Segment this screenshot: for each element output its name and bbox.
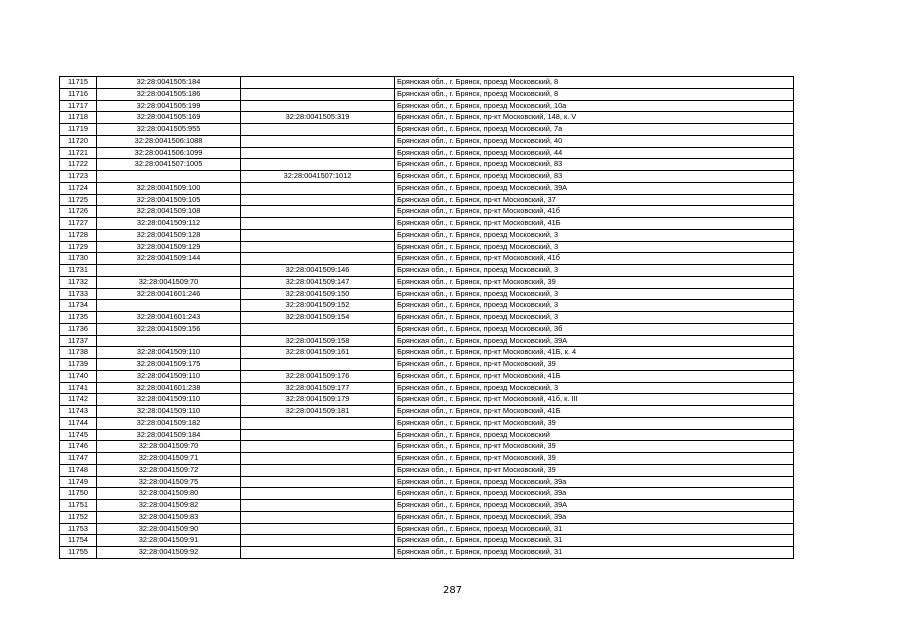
related-cadastral-number-cell	[241, 464, 395, 476]
address-cell: Брянская обл., г. Брянск, проезд Московский, 39А	[395, 182, 794, 194]
related-cadastral-number-cell	[241, 359, 395, 371]
related-cadastral-number-cell	[241, 218, 395, 230]
related-cadastral-number-cell	[241, 441, 395, 453]
address-cell: Брянская обл., г. Брянск, пр-кт Московский, 41Б	[395, 406, 794, 418]
row-number-cell: 11754	[60, 535, 97, 547]
related-cadastral-number-cell: 32:28:0041509:146	[241, 265, 395, 277]
row-number-cell: 11741	[60, 382, 97, 394]
cadastral-number-cell	[97, 265, 241, 277]
table-row	[60, 429, 794, 441]
related-cadastral-number-cell	[241, 88, 395, 100]
table-row	[60, 359, 794, 371]
table-row	[60, 171, 794, 183]
row-number-cell: 11731	[60, 265, 97, 277]
table-row	[60, 370, 794, 382]
page-number: 287	[442, 585, 463, 596]
table-row	[60, 488, 794, 500]
address-cell: Брянская обл., г. Брянск, проезд Московский, 39А	[395, 500, 794, 512]
table-row	[60, 100, 794, 112]
table-row	[60, 347, 794, 359]
cadastral-number-cell: 32:28:0041505:186	[97, 88, 241, 100]
table-row	[60, 229, 794, 241]
related-cadastral-number-cell	[241, 511, 395, 523]
cadastral-number-cell: 32:28:0041509:83	[97, 511, 241, 523]
row-number-cell: 11724	[60, 182, 97, 194]
address-cell: Брянская обл., г. Брянск, проезд Московский, 3	[395, 288, 794, 300]
related-cadastral-number-cell: 32:28:0041509:150	[241, 288, 395, 300]
cadastral-number-cell: 32:28:0041509:80	[97, 488, 241, 500]
related-cadastral-number-cell: 32:28:0041505:319	[241, 112, 395, 124]
table-row	[60, 476, 794, 488]
table-row	[60, 206, 794, 218]
address-cell: Брянская обл., г. Брянск, проезд Московский, 40	[395, 135, 794, 147]
related-cadastral-number-cell	[241, 429, 395, 441]
registry-table	[59, 76, 794, 559]
table-row	[60, 265, 794, 277]
row-number-cell: 11716	[60, 88, 97, 100]
row-number-cell: 11727	[60, 218, 97, 230]
related-cadastral-number-cell: 32:28:0041509:154	[241, 312, 395, 324]
row-number-cell: 11738	[60, 347, 97, 359]
table-row	[60, 276, 794, 288]
address-cell: Брянская обл., г. Брянск, проезд Московский, 3б	[395, 323, 794, 335]
related-cadastral-number-cell	[241, 147, 395, 159]
address-cell: Брянская обл., г. Брянск, пр-кт Московский, 41б	[395, 253, 794, 265]
row-number-cell: 11752	[60, 511, 97, 523]
related-cadastral-number-cell	[241, 535, 395, 547]
row-number-cell: 11748	[60, 464, 97, 476]
related-cadastral-number-cell	[241, 547, 395, 559]
cadastral-number-cell: 32:28:0041509:82	[97, 500, 241, 512]
cadastral-number-cell: 32:28:0041506:1099	[97, 147, 241, 159]
cadastral-number-cell: 32:28:0041601:238	[97, 382, 241, 394]
table-row	[60, 112, 794, 124]
related-cadastral-number-cell: 32:28:0041509:181	[241, 406, 395, 418]
table-row	[60, 535, 794, 547]
table-row	[60, 300, 794, 312]
table-row	[60, 323, 794, 335]
row-number-cell: 11715	[60, 77, 97, 89]
cadastral-number-cell: 32:28:0041509:70	[97, 441, 241, 453]
address-cell: Брянская обл., г. Брянск, проезд Московский, 39а	[395, 476, 794, 488]
related-cadastral-number-cell	[241, 488, 395, 500]
table-row	[60, 124, 794, 136]
row-number-cell: 11742	[60, 394, 97, 406]
table-row	[60, 382, 794, 394]
table-row	[60, 241, 794, 253]
row-number-cell: 11737	[60, 335, 97, 347]
table-row	[60, 453, 794, 465]
table-row	[60, 218, 794, 230]
table-row	[60, 547, 794, 559]
row-number-cell: 11740	[60, 370, 97, 382]
related-cadastral-number-cell	[241, 500, 395, 512]
table-row	[60, 288, 794, 300]
row-number-cell: 11729	[60, 241, 97, 253]
address-cell: Брянская обл., г. Брянск, пр-кт Московский, 39	[395, 276, 794, 288]
cadastral-number-cell: 32:28:0041601:243	[97, 312, 241, 324]
row-number-cell: 11743	[60, 406, 97, 418]
row-number-cell: 11718	[60, 112, 97, 124]
address-cell: Брянская обл., г. Брянск, проезд Московский, 3	[395, 300, 794, 312]
related-cadastral-number-cell: 32:28:0041507:1012	[241, 171, 395, 183]
row-number-cell: 11728	[60, 229, 97, 241]
address-cell: Брянская обл., г. Брянск, пр-кт Московский, 148, к. V	[395, 112, 794, 124]
related-cadastral-number-cell	[241, 323, 395, 335]
related-cadastral-number-cell	[241, 453, 395, 465]
cadastral-number-cell: 32:28:0041509:108	[97, 206, 241, 218]
table-row	[60, 253, 794, 265]
address-cell: Брянская обл., г. Брянск, пр-кт Московский, 41б	[395, 206, 794, 218]
row-number-cell: 11721	[60, 147, 97, 159]
cadastral-number-cell: 32:28:0041509:110	[97, 347, 241, 359]
cadastral-number-cell: 32:28:0041505:199	[97, 100, 241, 112]
related-cadastral-number-cell	[241, 476, 395, 488]
row-number-cell: 11751	[60, 500, 97, 512]
cadastral-number-cell: 32:28:0041509:92	[97, 547, 241, 559]
address-cell: Брянская обл., г. Брянск, пр-кт Московский, 39	[395, 464, 794, 476]
row-number-cell: 11720	[60, 135, 97, 147]
cadastral-number-cell: 32:28:0041509:71	[97, 453, 241, 465]
related-cadastral-number-cell	[241, 159, 395, 171]
address-cell: Брянская обл., г. Брянск, проезд Московский, 3	[395, 229, 794, 241]
address-cell: Брянская обл., г. Брянск, проезд Московский, 3	[395, 265, 794, 277]
address-cell: Брянская обл., г. Брянск, пр-кт Московский, 41б, к. III	[395, 394, 794, 406]
row-number-cell: 11734	[60, 300, 97, 312]
related-cadastral-number-cell	[241, 241, 395, 253]
table-row	[60, 523, 794, 535]
cadastral-number-cell: 32:28:0041509:129	[97, 241, 241, 253]
related-cadastral-number-cell	[241, 253, 395, 265]
cadastral-number-cell: 32:28:0041509:72	[97, 464, 241, 476]
table-row	[60, 147, 794, 159]
cadastral-number-cell: 32:28:0041509:175	[97, 359, 241, 371]
cadastral-number-cell: 32:28:0041505:169	[97, 112, 241, 124]
address-cell: Брянская обл., г. Брянск, проезд Московский, 8	[395, 77, 794, 89]
address-cell: Брянская обл., г. Брянск, проезд Московский, 83	[395, 159, 794, 171]
related-cadastral-number-cell: 32:28:0041509:176	[241, 370, 395, 382]
address-cell: Брянская обл., г. Брянск, проезд Московский, 8	[395, 88, 794, 100]
related-cadastral-number-cell: 32:28:0041509:177	[241, 382, 395, 394]
cadastral-number-cell: 32:28:0041601:246	[97, 288, 241, 300]
table-row	[60, 77, 794, 89]
cadastral-number-cell: 32:28:0041505:955	[97, 124, 241, 136]
address-cell: Брянская обл., г. Брянск, проезд Московский, 39А	[395, 335, 794, 347]
cadastral-number-cell: 32:28:0041509:70	[97, 276, 241, 288]
table-row	[60, 511, 794, 523]
address-cell: Брянская обл., г. Брянск, проезд Московский, 7а	[395, 124, 794, 136]
table-row	[60, 335, 794, 347]
address-cell: Брянская обл., г. Брянск, проезд Московский, 39а	[395, 488, 794, 500]
row-number-cell: 11722	[60, 159, 97, 171]
row-number-cell: 11735	[60, 312, 97, 324]
related-cadastral-number-cell	[241, 182, 395, 194]
row-number-cell: 11723	[60, 171, 97, 183]
address-cell: Брянская обл., г. Брянск, проезд Московский, 39а	[395, 511, 794, 523]
related-cadastral-number-cell: 32:28:0041509:147	[241, 276, 395, 288]
table-row	[60, 88, 794, 100]
cadastral-number-cell: 32:28:0041507:1005	[97, 159, 241, 171]
table-row	[60, 394, 794, 406]
cadastral-number-cell: 32:28:0041509:90	[97, 523, 241, 535]
cadastral-number-cell: 32:28:0041509:128	[97, 229, 241, 241]
cadastral-number-cell: 32:28:0041509:144	[97, 253, 241, 265]
row-number-cell: 11753	[60, 523, 97, 535]
row-number-cell: 11746	[60, 441, 97, 453]
address-cell: Брянская обл., г. Брянск, пр-кт Московский, 39	[395, 441, 794, 453]
address-cell: Брянская обл., г. Брянск, пр-кт Московский, 41Б	[395, 370, 794, 382]
row-number-cell: 11733	[60, 288, 97, 300]
address-cell: Брянская обл., г. Брянск, пр-кт Московский, 41Б, к. 4	[395, 347, 794, 359]
cadastral-number-cell: 32:28:0041509:91	[97, 535, 241, 547]
cadastral-number-cell: 32:28:0041506:1088	[97, 135, 241, 147]
address-cell: Брянская обл., г. Брянск, пр-кт Московский, 39	[395, 453, 794, 465]
address-cell: Брянская обл., г. Брянск, пр-кт Московский, 39	[395, 417, 794, 429]
row-number-cell: 11717	[60, 100, 97, 112]
row-number-cell: 11750	[60, 488, 97, 500]
row-number-cell: 11732	[60, 276, 97, 288]
address-cell: Брянская обл., г. Брянск, проезд Московский, 31	[395, 523, 794, 535]
address-cell: Брянская обл., г. Брянск, проезд Московский, 3	[395, 312, 794, 324]
address-cell: Брянская обл., г. Брянск, проезд Московский, 44	[395, 147, 794, 159]
table-row	[60, 500, 794, 512]
cadastral-number-cell: 32:28:0041509:110	[97, 370, 241, 382]
related-cadastral-number-cell: 32:28:0041509:179	[241, 394, 395, 406]
related-cadastral-number-cell	[241, 206, 395, 218]
table-row	[60, 159, 794, 171]
table-row	[60, 194, 794, 206]
address-cell: Брянская обл., г. Брянск, проезд Московский, 3	[395, 241, 794, 253]
registry-table-body	[60, 77, 794, 559]
related-cadastral-number-cell	[241, 135, 395, 147]
row-number-cell: 11755	[60, 547, 97, 559]
cadastral-number-cell: 32:28:0041509:105	[97, 194, 241, 206]
address-cell: Брянская обл., г. Брянск, проезд Московский, 31	[395, 547, 794, 559]
table-row	[60, 406, 794, 418]
row-number-cell: 11736	[60, 323, 97, 335]
address-cell: Брянская обл., г. Брянск, проезд Московский	[395, 429, 794, 441]
row-number-cell: 11747	[60, 453, 97, 465]
address-cell: Брянская обл., г. Брянск, проезд Московский, 83	[395, 171, 794, 183]
table-row	[60, 441, 794, 453]
cadastral-number-cell: 32:28:0041509:110	[97, 394, 241, 406]
related-cadastral-number-cell	[241, 100, 395, 112]
cadastral-number-cell: 32:28:0041509:75	[97, 476, 241, 488]
row-number-cell: 11726	[60, 206, 97, 218]
row-number-cell: 11744	[60, 417, 97, 429]
related-cadastral-number-cell	[241, 229, 395, 241]
table-row	[60, 182, 794, 194]
related-cadastral-number-cell: 32:28:0041509:152	[241, 300, 395, 312]
cadastral-number-cell: 32:28:0041505:184	[97, 77, 241, 89]
related-cadastral-number-cell	[241, 124, 395, 136]
cadastral-number-cell: 32:28:0041509:100	[97, 182, 241, 194]
address-cell: Брянская обл., г. Брянск, пр-кт Московский, 41Б	[395, 218, 794, 230]
row-number-cell: 11725	[60, 194, 97, 206]
row-number-cell: 11730	[60, 253, 97, 265]
cadastral-number-cell	[97, 335, 241, 347]
related-cadastral-number-cell	[241, 417, 395, 429]
cadastral-number-cell: 32:28:0041509:184	[97, 429, 241, 441]
row-number-cell: 11719	[60, 124, 97, 136]
address-cell: Брянская обл., г. Брянск, пр-кт Московский, 37	[395, 194, 794, 206]
related-cadastral-number-cell: 32:28:0041509:158	[241, 335, 395, 347]
address-cell: Брянская обл., г. Брянск, проезд Московский, 10а	[395, 100, 794, 112]
row-number-cell: 11739	[60, 359, 97, 371]
cadastral-number-cell: 32:28:0041509:156	[97, 323, 241, 335]
row-number-cell: 11745	[60, 429, 97, 441]
cadastral-number-cell: 32:28:0041509:112	[97, 218, 241, 230]
table-row	[60, 464, 794, 476]
table-row	[60, 312, 794, 324]
table-row	[60, 417, 794, 429]
table-row	[60, 135, 794, 147]
cadastral-number-cell: 32:28:0041509:110	[97, 406, 241, 418]
related-cadastral-number-cell	[241, 194, 395, 206]
row-number-cell: 11749	[60, 476, 97, 488]
cadastral-number-cell	[97, 171, 241, 183]
related-cadastral-number-cell	[241, 77, 395, 89]
cadastral-number-cell	[97, 300, 241, 312]
address-cell: Брянская обл., г. Брянск, проезд Московский, 3	[395, 382, 794, 394]
address-cell: Брянская обл., г. Брянск, проезд Московский, 31	[395, 535, 794, 547]
address-cell: Брянская обл., г. Брянск, пр-кт Московский, 39	[395, 359, 794, 371]
related-cadastral-number-cell	[241, 523, 395, 535]
cadastral-number-cell: 32:28:0041509:182	[97, 417, 241, 429]
related-cadastral-number-cell: 32:28:0041509:161	[241, 347, 395, 359]
